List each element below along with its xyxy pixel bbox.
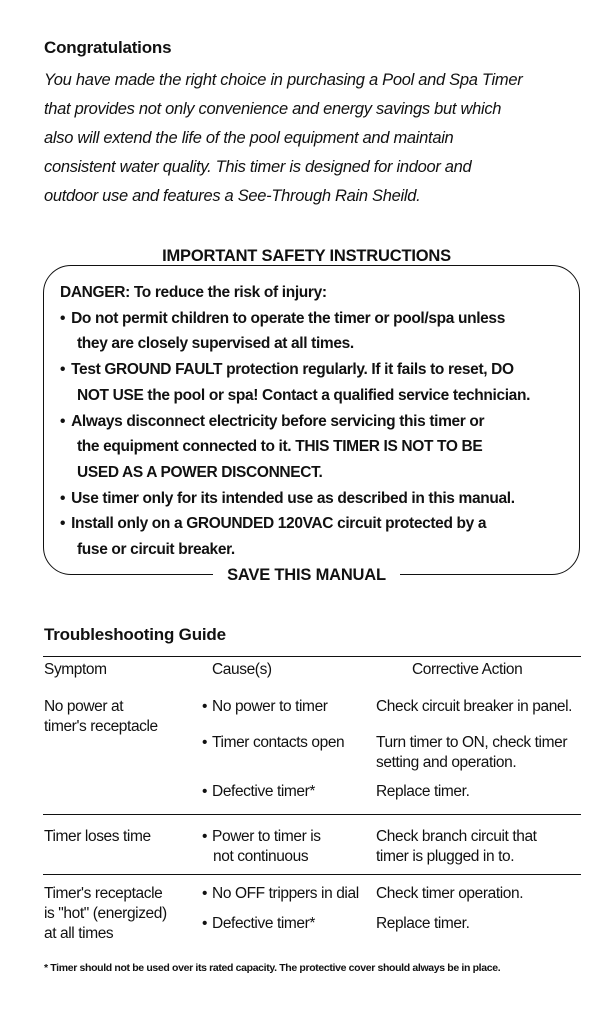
action-cell <box>376 827 537 867</box>
safety-heading <box>0 247 613 266</box>
cause-line: • Power to timer is <box>202 827 321 847</box>
footnote: * Timer should not be used over its rated capacity. The protective cover should always be in place. <box>44 962 501 974</box>
cause-cell <box>202 733 344 753</box>
save-manual-footer <box>0 566 613 585</box>
safety-item-continued: NOT USE the pool or spa! Contact a qualified service technician. <box>77 386 531 404</box>
intro-line: consistent water quality. This timer is designed for indoor and <box>44 158 472 176</box>
symptom-line: is "hot" (energized) <box>44 905 167 922</box>
header-action: Corrective Action <box>412 661 523 678</box>
header-cause: Cause(s) <box>212 661 272 678</box>
symptom-line: timer's receptacle <box>44 718 158 735</box>
cause-cell <box>202 884 359 904</box>
safety-item-continued: the equipment connected to it. THIS TIMER IS NOT TO BE <box>77 438 483 456</box>
table-top-rule <box>43 656 581 657</box>
cause-line: • No power to timer <box>202 697 328 717</box>
safety-item: • Install only on a GROUNDED 120VAC circuit protected by a <box>60 511 570 537</box>
intro-line: that provides not only convenience and energy savings but which <box>44 100 502 118</box>
symptom-cell <box>44 697 158 737</box>
safety-item-continued: they are closely supervised at all times. <box>77 335 354 353</box>
congratulations-title: Congratulations <box>44 38 172 57</box>
action-line: Replace timer. <box>376 915 470 932</box>
intro-paragraph <box>44 66 599 211</box>
troubleshooting-title: Troubleshooting Guide <box>44 625 226 644</box>
safety-item-continued: USED AS A POWER DISCONNECT. <box>77 463 323 481</box>
symptom-line: Timer loses time <box>44 828 151 845</box>
safety-item: • Use timer only for its intended use as described in this manual. <box>60 486 570 512</box>
action-line: Turn timer to ON, check timer <box>376 734 568 751</box>
action-line: Check timer operation. <box>376 885 524 902</box>
cause-line: not continuous <box>213 848 309 865</box>
action-cell <box>376 914 469 934</box>
action-cell <box>376 884 523 904</box>
symptom-line: Timer's receptacle <box>44 885 163 902</box>
cause-line: • Defective timer* <box>202 782 315 802</box>
cause-cell <box>202 827 321 867</box>
symptom-line: at all times <box>44 925 114 942</box>
action-line: Replace timer. <box>376 783 470 800</box>
symptom-cell <box>44 827 151 847</box>
action-cell <box>376 733 567 773</box>
cause-line: • Timer contacts open <box>202 733 344 753</box>
safety-item: • Do not permit children to operate the timer or pool/spa unless <box>60 306 570 332</box>
safety-item: • Always disconnect electricity before servicing this timer or <box>60 409 570 435</box>
safety-item: • Test GROUND FAULT protection regularly. If it fails to reset, DO <box>60 357 570 383</box>
cause-cell <box>202 914 315 934</box>
header-symptom: Symptom <box>44 661 107 678</box>
save-manual-text: SAVE THIS MANUAL <box>213 566 400 584</box>
safety-item-continued: fuse or circuit breaker. <box>77 541 235 559</box>
row-divider <box>43 874 581 875</box>
action-line: setting and operation. <box>376 754 517 771</box>
action-cell <box>376 697 572 717</box>
safety-heading-text: IMPORTANT SAFETY INSTRUCTIONS <box>144 247 469 265</box>
symptom-cell <box>44 884 167 944</box>
cause-line: • No OFF trippers in dial <box>202 884 359 904</box>
symptom-line: No power at <box>44 698 124 715</box>
row-divider <box>43 814 581 815</box>
cause-cell <box>202 697 328 717</box>
cause-cell <box>202 782 315 802</box>
intro-line: outdoor use and features a See-Through Rain Sheild. <box>44 187 421 205</box>
danger-line: DANGER: To reduce the risk of injury: <box>60 284 327 301</box>
action-cell <box>376 782 469 802</box>
action-line: Check circuit breaker in panel. <box>376 698 573 715</box>
safety-instructions <box>60 280 570 563</box>
intro-line: also will extend the life of the pool equipment and maintain <box>44 129 454 147</box>
action-line: Check branch circuit that <box>376 828 537 845</box>
cause-line: • Defective timer* <box>202 914 315 934</box>
action-line: timer is plugged in to. <box>376 848 515 865</box>
intro-line: You have made the right choice in purchasing a Pool and Spa Timer <box>44 71 523 89</box>
